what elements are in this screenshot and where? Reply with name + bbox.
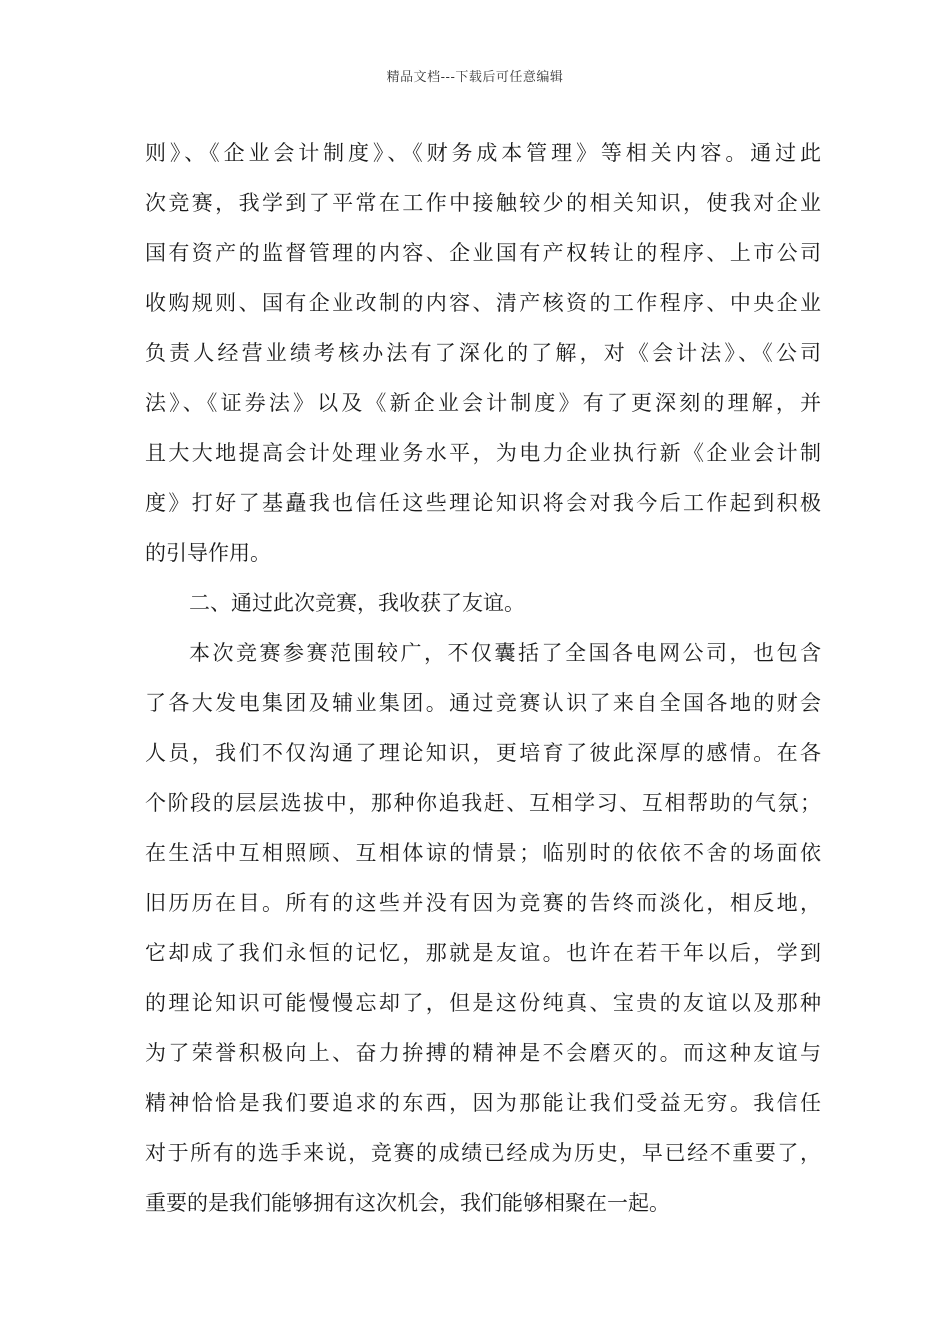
text-line: 度》打好了基矗我也信任这些理论知识将会对我今后工作起到积极 bbox=[145, 491, 821, 515]
document-body bbox=[145, 128, 821, 1228]
text-line: 收购规则、国有企业改制的内容、清产核资的工作程序、中央企业 bbox=[145, 291, 821, 315]
text-line: 人员，我们不仅沟通了理论知识，更培育了彼此深厚的感情。在各 bbox=[145, 741, 821, 765]
text-line: 且大大地提高会计处理业务水平，为电力企业执行新《企业会计制 bbox=[145, 441, 821, 465]
text-line: 在生活中互相照顾、互相体谅的情景；临别时的依依不舍的场面依 bbox=[145, 841, 821, 865]
text-line: 个阶段的层层选拔中，那种你追我赶、互相学习、互相帮助的气氛； bbox=[145, 791, 821, 815]
text-line: 了各大发电集团及辅业集团。通过竞赛认识了来自全国各地的财会 bbox=[145, 691, 821, 715]
text-line: 则》、《企业会计制度》、《财务成本管理》等相关内容。通过此 bbox=[145, 141, 821, 165]
text-line: 二、通过此次竞赛，我收获了友谊。 bbox=[189, 591, 525, 615]
text-line: 的引导作用。 bbox=[145, 541, 271, 565]
text-line: 国有资产的监督管理的内容、企业国有产权转让的程序、上市公司 bbox=[145, 241, 821, 265]
text-line: 精神恰恰是我们要追求的东西，因为那能让我们受益无穷。我信任 bbox=[145, 1091, 821, 1115]
page-header: 精品文档---下载后可任意编辑 bbox=[386, 70, 564, 85]
text-line: 旧历历在目。所有的这些并没有因为竞赛的告终而淡化，相反地， bbox=[145, 891, 821, 915]
text-line: 负责人经营业绩考核办法有了深化的了解，对《会计法》、《公司 bbox=[145, 341, 821, 365]
text-line: 的理论知识可能慢慢忘却了，但是这份纯真、宝贵的友谊以及那种 bbox=[145, 991, 821, 1015]
text-line: 重要的是我们能够拥有这次机会，我们能够相聚在一起。 bbox=[145, 1191, 670, 1215]
text-line: 它却成了我们永恒的记忆，那就是友谊。也许在若干年以后，学到 bbox=[145, 941, 821, 965]
text-line: 本次竞赛参赛范围较广，不仅囊括了全国各电网公司，也包含 bbox=[189, 641, 821, 665]
text-line: 对于所有的选手来说，竞赛的成绩已经成为历史，早已经不重要了， bbox=[145, 1141, 821, 1165]
text-line: 法》、《证券法》以及《新企业会计制度》有了更深刻的理解，并 bbox=[145, 391, 821, 415]
text-line: 为了荣誉积极向上、奋力拚搏的精神是不会磨灭的。而这种友谊与 bbox=[145, 1041, 821, 1065]
text-line: 次竞赛，我学到了平常在工作中接触较少的相关知识，使我对企业 bbox=[145, 191, 821, 215]
